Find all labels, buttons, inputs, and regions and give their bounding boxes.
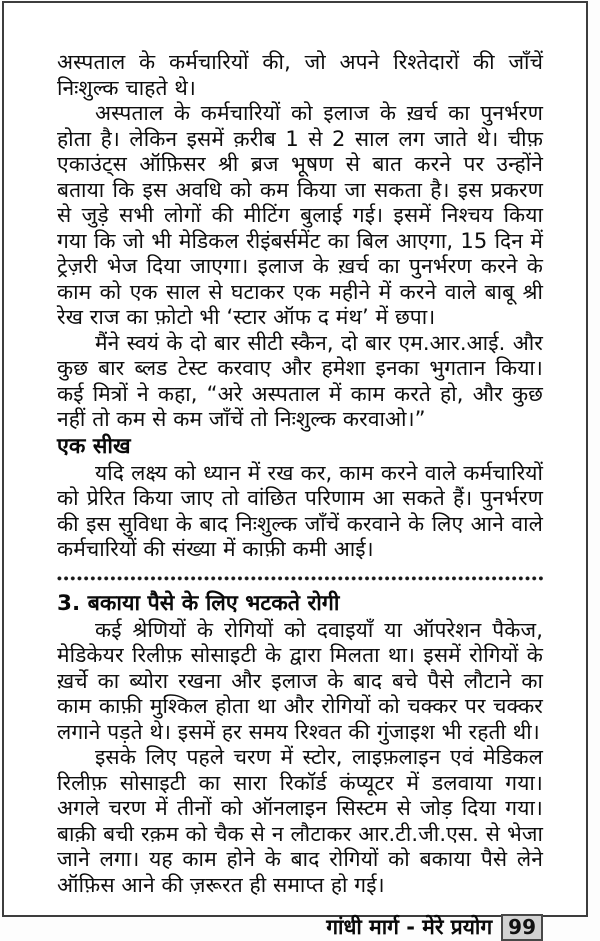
paragraph-personal-tests: मैंने स्वयं के दो बार सीटी स्कैन, दो बार एम.आर.आई. और कुछ बार ब्लड टेस्ट करवाए और हमेशा इनका भुगतान किया। कई मित्रों ने कहा, “अरे अस्पताल में काम करते हो, और कुछ नहीं तो कम से कम जाँचें तो निःशुल्क करवाओ।” [57,330,543,431]
lesson-heading: एक सीख [57,433,131,459]
paragraph-reimbursement: अस्पताल के कर्मचारियों को इलाज के ख़र्च का पुनर्भरण होता है। लेकिन इसमें क़रीब 1 से 2 साल लग जाते थे। चीफ़ एकाउंट्स ऑफ़िसर श्री ब्रज भूषण से बात करने पर उन्होंने बताया कि इस अवधि को कम किया जा सकता है। इस प्रकरण से जुड़े सभी लोगों की मीटिंग बुलाई गई। इसमें निश्चय किया गया कि जो भी मेडिकल रीइंबर्समेंट का बिल आएगा, 15 दिन में ट्रेज़री भेज दिया जाएगा। इलाज के ख़र्च का पुनर्भरण करने के काम को एक साल से घटाकर एक महीने में करने वाले बाबू श्री रेख राज का फ़ोटो भी ‘स्टार ऑफ द मंथ’ में छपा। [57,101,543,329]
page-number-badge: 99 [501,914,543,941]
paragraph-medicare-relief: कई श्रेणियों के रोगियों को दवाइयाँ या ऑपरेशन पैकेज, मेडिकेयर रिलीफ़ सोसाइटी के द्वारा मिलता था। इसमें रोगियों के ख़र्चे का ब्योरा रखना और इलाज के बाद बचे पैसे लौटाने का काम काफ़ी मुश्किल होता था और रोगियों को चक्कर पर चक्कर लगाने पड़ते थे। इसमें हर समय रिश्वत की गुंजाइश भी रहती थी। [57,617,543,744]
dotted-separator [57,576,543,581]
section-3-heading: 3. बकाया पैसे के लिए भटकते रोगी [57,590,340,616]
book-title: गांधी मार्ग - मेरे प्रयोग [326,915,493,939]
paragraph-continuation: अस्पताल के कर्मचारियों की, जो अपने रिश्तेदारों की जाँचें निःशुल्क चाहते थे। [57,50,543,100]
paragraph-lesson-body: यदि लक्ष्य को ध्यान में रख कर, काम करने वाले कर्मचारियों को प्रेरित किया जाए तो वांछित परिणाम आ सकते हैं। पुनर्भरण की इस सुविधा के बाद निःशुल्क जाँचें करवाने के लिए आने वाले कर्मचारियों की संख्या में काफ़ी कमी आई। [57,460,543,561]
book-page-content [57,50,543,941]
page-footer [57,913,543,941]
paragraph-online-system: इसके लिए पहले चरण में स्टोर, लाइफ़लाइन एवं मेडिकल रिलीफ़ सोसाइटी का सारा रिकॉर्ड कंप्यूटर में डलवाया गया। अगले चरण में तीनों को ऑनलाइन सिस्टम से जोड़ दिया गया। बाक़ी बची रक़म को चैक से न लौटाकर आर.टी.जी.एस. से भेजा जाने लगा। यह काम होने के बाद रोगियों को बकाया पैसे लेने ऑफ़िस आने की ज़रूरत ही समाप्त हो गई। [57,745,543,897]
